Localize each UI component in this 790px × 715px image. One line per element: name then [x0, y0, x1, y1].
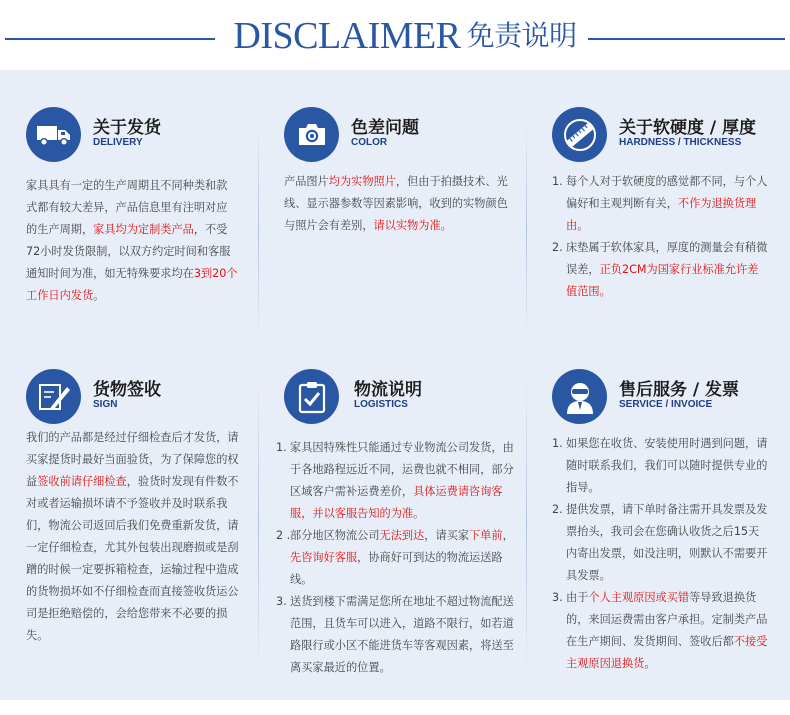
header-right-rule: [588, 38, 785, 40]
list-number: 1.: [552, 175, 563, 188]
card-logistics: [276, 369, 524, 679]
highlight-text: 正负2CM为国家行业标准允许差值范围。: [566, 263, 759, 298]
list-number: 3.: [276, 595, 287, 608]
body-text-run: 家具具有一定的生产周期且不同种类和款式都有较大差异，产品信息里有注明对应的生产周期，: [26, 179, 228, 236]
numbered-list: [276, 437, 524, 679]
list-item: [552, 499, 770, 587]
body-text-run: 。: [644, 657, 656, 670]
list-number: 2.: [552, 503, 563, 516]
card-title: 关于软硬度 / 厚度: [619, 118, 757, 138]
body-text-run: 送货到楼下需满足您所在地址不超过物流配送范围，且货车可以进入，道路不限行，如若道路限行或小区不能进货车等客观因素，将送至离买家最近的位置。: [290, 595, 514, 674]
column-divider: [526, 375, 527, 675]
card-title: 关于发货: [93, 118, 161, 138]
body-text-run: ，但由于拍摄技术、光线、显示器参数等因素影响，收到的实物颜色与照片会有差别，: [284, 175, 508, 232]
body-text-run: 由于: [566, 591, 589, 604]
body-text-run: 我们的产品都是经过仔细检查后才发货，请买家提货时最好当面验货，为了保障您的权益: [26, 431, 239, 488]
highlight-text: 签收前请仔细检查: [37, 475, 127, 488]
body-text-run: 每个人对于软硬度的感觉都不同，与个人偏好和主观判断有关，: [566, 175, 768, 210]
body-text-run: 如果您在收货、安装使用时遇到问题，请随时联系我们，我们可以随时提供专业的指导。: [566, 437, 768, 494]
sign-pen-icon: [26, 369, 81, 424]
list-number: 2 .: [276, 529, 291, 542]
ruler-icon: [552, 107, 607, 162]
page-title: [225, 14, 585, 58]
numbered-list: [552, 171, 768, 303]
highlight-text: 下单前: [469, 529, 503, 542]
highlight-text: 先咨询好客服: [290, 551, 358, 564]
highlight-text: 不作为退换货理由。: [566, 197, 757, 232]
list-number: 3.: [552, 591, 563, 604]
list-item: [276, 437, 524, 525]
body-text-run: ，不受72小时发货限制，以双方约定时间和客服通知时间为准，如无特殊要求均在: [26, 223, 231, 280]
card-body: [552, 171, 768, 303]
card-body: [26, 175, 238, 307]
card-body: [552, 433, 770, 675]
card-title: 售后服务 / 发票: [619, 380, 740, 400]
card-subtitle: HARDNESS / THICKNESS: [619, 137, 742, 148]
list-item: [552, 171, 768, 237]
highlight-text: 具体运费请咨询客服，并以客服告知的为准。: [290, 485, 503, 520]
column-divider: [526, 120, 527, 340]
header: [0, 0, 790, 70]
body-text-run: ，协商好可到达的物流运送路线。: [290, 551, 503, 586]
list-number: 2.: [552, 241, 563, 254]
clipboard-check-icon: [284, 369, 339, 424]
card-body: [26, 427, 246, 647]
header-left-rule: [5, 38, 215, 40]
highlight-text: 均为实物照片: [328, 175, 396, 188]
card-delivery: [26, 107, 248, 317]
card-subtitle: COLOR: [351, 137, 388, 148]
truck-icon: [26, 107, 81, 162]
card-color: [284, 107, 520, 317]
card-subtitle: SERVICE / INVOICE: [619, 399, 713, 410]
card-body: [276, 437, 524, 679]
card-body: [284, 171, 512, 237]
body-text-run: 部分地区物流公司: [290, 529, 380, 542]
highlight-text: 不接受主观原因退换货: [566, 635, 768, 670]
highlight-text: 3到20个工作日内发货: [26, 267, 238, 302]
list-item: [552, 587, 770, 675]
body-text-run: ，验货时发现有件数不对或者运输损坏请不予签收并及时联系我们，物流公司返回后我们免费重新发货，请一定仔细检查，尤其外包装出现磨损或是刮蹭的时候一定要拆箱检查，运输过程中造成的货物损坏如不仔细检查而直接签收货运公司是拒绝赔偿的，会给您带来不必要的损失。: [26, 475, 239, 642]
body-text-run: ，请买家: [424, 529, 470, 542]
highlight-text: 个人主观原因或买错: [588, 591, 690, 604]
card-title: 货物签收: [93, 380, 161, 400]
column-divider: [258, 120, 259, 340]
highlight-text: 家具均为定制类产品: [93, 223, 194, 236]
card-title: 色差问题: [351, 118, 419, 138]
card-service: [552, 369, 774, 679]
customer-service-icon: [552, 369, 607, 424]
column-divider: [258, 375, 259, 675]
body-text-run: 。: [93, 289, 105, 302]
body-text-run: 床垫属于软体家具，厚度的测量会有稍微误差，: [566, 241, 768, 276]
card-subtitle: SIGN: [93, 399, 118, 410]
list-item: [552, 433, 770, 499]
list-number: 1.: [276, 441, 287, 454]
body-text-run: 提供发票，请下单时备注需开具发票及发票抬头，我司会在您确认收货之后15天内寄出发票，如没注明，则默认不需要开具发票。: [566, 503, 768, 582]
body-text-run: 产品图片: [284, 175, 329, 188]
camera-icon: [284, 107, 339, 162]
highlight-text: 无法到达: [379, 529, 425, 542]
numbered-list: [552, 433, 770, 675]
list-number: 1.: [552, 437, 563, 450]
body-text-run: 家具因特殊性只能通过专业物流公司发货，由于各地路程远近不同，运费也就不相同，部分区域客户需补运费差价，: [290, 441, 514, 498]
title-chinese: 免责说明: [466, 19, 577, 52]
card-subtitle: DELIVERY: [93, 137, 143, 148]
highlight-text: 请以实物为准。: [373, 219, 452, 232]
bottom-strip: [0, 700, 790, 715]
card-sign: [26, 369, 248, 669]
title-english: DISCLAIMER: [233, 15, 461, 57]
card-subtitle: LOGISTICS: [354, 399, 408, 410]
card-title: 物流说明: [354, 380, 422, 400]
card-hardness: [552, 107, 774, 317]
body-text-run: 等导致退换货的，来回运费需由客户承担。定制类产品在生产期间、发货期间、签收后都: [566, 591, 768, 648]
list-item: [552, 237, 768, 303]
body-text-run: ，: [502, 529, 514, 542]
list-item: [276, 525, 524, 591]
list-item: [276, 591, 524, 679]
